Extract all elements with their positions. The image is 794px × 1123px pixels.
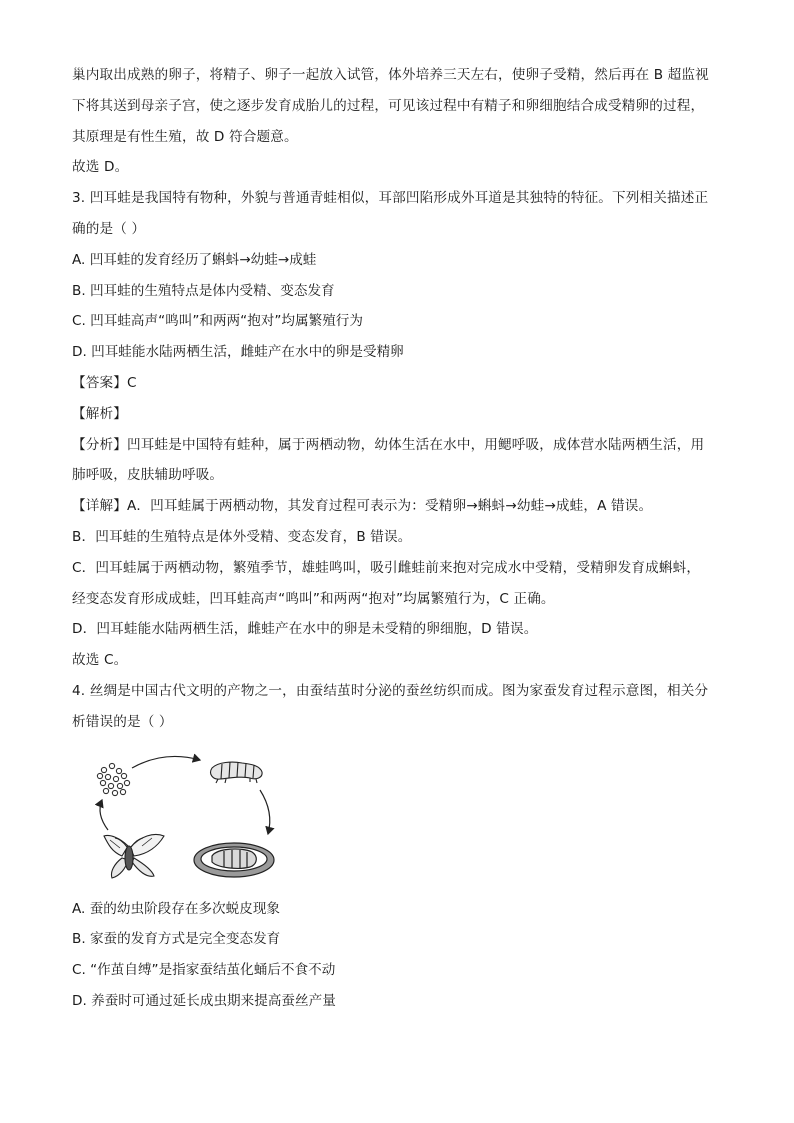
text-line: B．凹耳蛙的生殖特点是体外受精、变态发育，B 错误。 xyxy=(72,528,412,545)
question-3-stem xyxy=(72,183,724,245)
question-4-stem xyxy=(72,676,724,738)
intro-paragraph xyxy=(72,60,724,152)
eggs-icon xyxy=(97,763,129,795)
intro-conclusion: 故选 D。 xyxy=(72,159,129,176)
answer-label: 【答案】C xyxy=(72,374,137,391)
option-d: D. 养蚕时可通过延长成虫期来提高蚕丝产量 xyxy=(72,992,336,1009)
option-a: A. 凹耳蛙的发育经历了蝌蚪→幼蛙→成蛙 xyxy=(72,251,317,268)
text-line: 其原理是有性生殖，故 D 符合题意。 xyxy=(72,128,298,145)
question-4-options xyxy=(72,894,724,1017)
text-line: 确的是（ ） xyxy=(72,220,146,237)
text-line: 下将其送到母亲子宫，使之逐步发育成胎儿的过程，可见该过程中有精子和卵细胞结合成受精卵的过程， xyxy=(72,97,705,114)
option-b: B. 凹耳蛙的生殖特点是体内受精、变态发育 xyxy=(72,282,335,299)
document-page xyxy=(72,60,724,1017)
arrow-egg-to-larva xyxy=(132,756,200,768)
text-line: D．凹耳蛙能水陆两栖生活，雌蛙产在水中的卵是未受精的卵细胞，D 错误。 xyxy=(72,621,538,638)
option-c: C. “作茧自缚”是指家蚕结茧化蛹后不食不动 xyxy=(72,962,336,979)
text-line: 【分析】凹耳蛙是中国特有蛙种，属于两栖动物，幼体生活在水中，用鳃呼吸，成体营水陆两栖生活，用 xyxy=(72,436,705,453)
text-line: 4. 丝绸是中国古代文明的产物之一，由蚕结茧时分泌的蚕丝纺织而成。图为家蚕发育过程示意图，相关分 xyxy=(72,682,709,699)
arrow-moth-to-egg xyxy=(100,800,108,830)
pupa-cocoon-icon xyxy=(194,843,274,877)
analysis-paragraph xyxy=(72,430,724,492)
option-c: C. 凹耳蛙高声“鸣叫”和两两“抱对”均属繁殖行为 xyxy=(72,313,363,330)
question-3-conclusion: 故选 C。 xyxy=(72,652,128,669)
option-a: A. 蚕的幼虫阶段存在多次蜕皮现象 xyxy=(72,900,281,917)
analysis-label: 【解析】 xyxy=(72,405,127,422)
text-line: 析错误的是（ ） xyxy=(72,713,173,730)
lifecycle-diagram xyxy=(92,752,292,886)
silkworm-lifecycle-figure xyxy=(92,752,292,886)
larva-icon xyxy=(211,762,263,783)
option-d: D. 凹耳蛙能水陆两栖生活，雌蛙产在水中的卵是受精卵 xyxy=(72,344,404,361)
text-line: 经变态发育形成成蛙，凹耳蛙高声“鸣叫”和两两“抱对”均属繁殖行为，C 正确。 xyxy=(72,590,555,607)
text-line: 【详解】A．凹耳蛙属于两栖动物，其发育过程可表示为：受精卵→蝌蚪→幼蛙→成蛙，A 错误。 xyxy=(72,498,653,515)
question-3-options xyxy=(72,245,724,368)
detail-paragraph xyxy=(72,491,724,645)
text-line: 3. 凹耳蛙是我国特有物种，外貌与普通青蛙相似，耳部凹陷形成外耳道是其独特的特征。下列相关描述正 xyxy=(72,190,709,207)
option-b: B. 家蚕的发育方式是完全变态发育 xyxy=(72,931,281,948)
text-line: 肺呼吸，皮肤辅助呼吸。 xyxy=(72,467,224,484)
text-line: C．凹耳蛙属于两栖动物，繁殖季节，雄蛙鸣叫，吸引雌蛙前来抱对完成水中受精，受精卵发育成蝌蚪， xyxy=(72,559,701,576)
text-line: 巢内取出成熟的卵子，将精子、卵子一起放入试管，体外培养三天左右，使卵子受精，然后再在 B 超监视 xyxy=(72,67,709,83)
moth-icon xyxy=(104,834,164,878)
arrow-larva-to-pupa xyxy=(260,790,270,834)
